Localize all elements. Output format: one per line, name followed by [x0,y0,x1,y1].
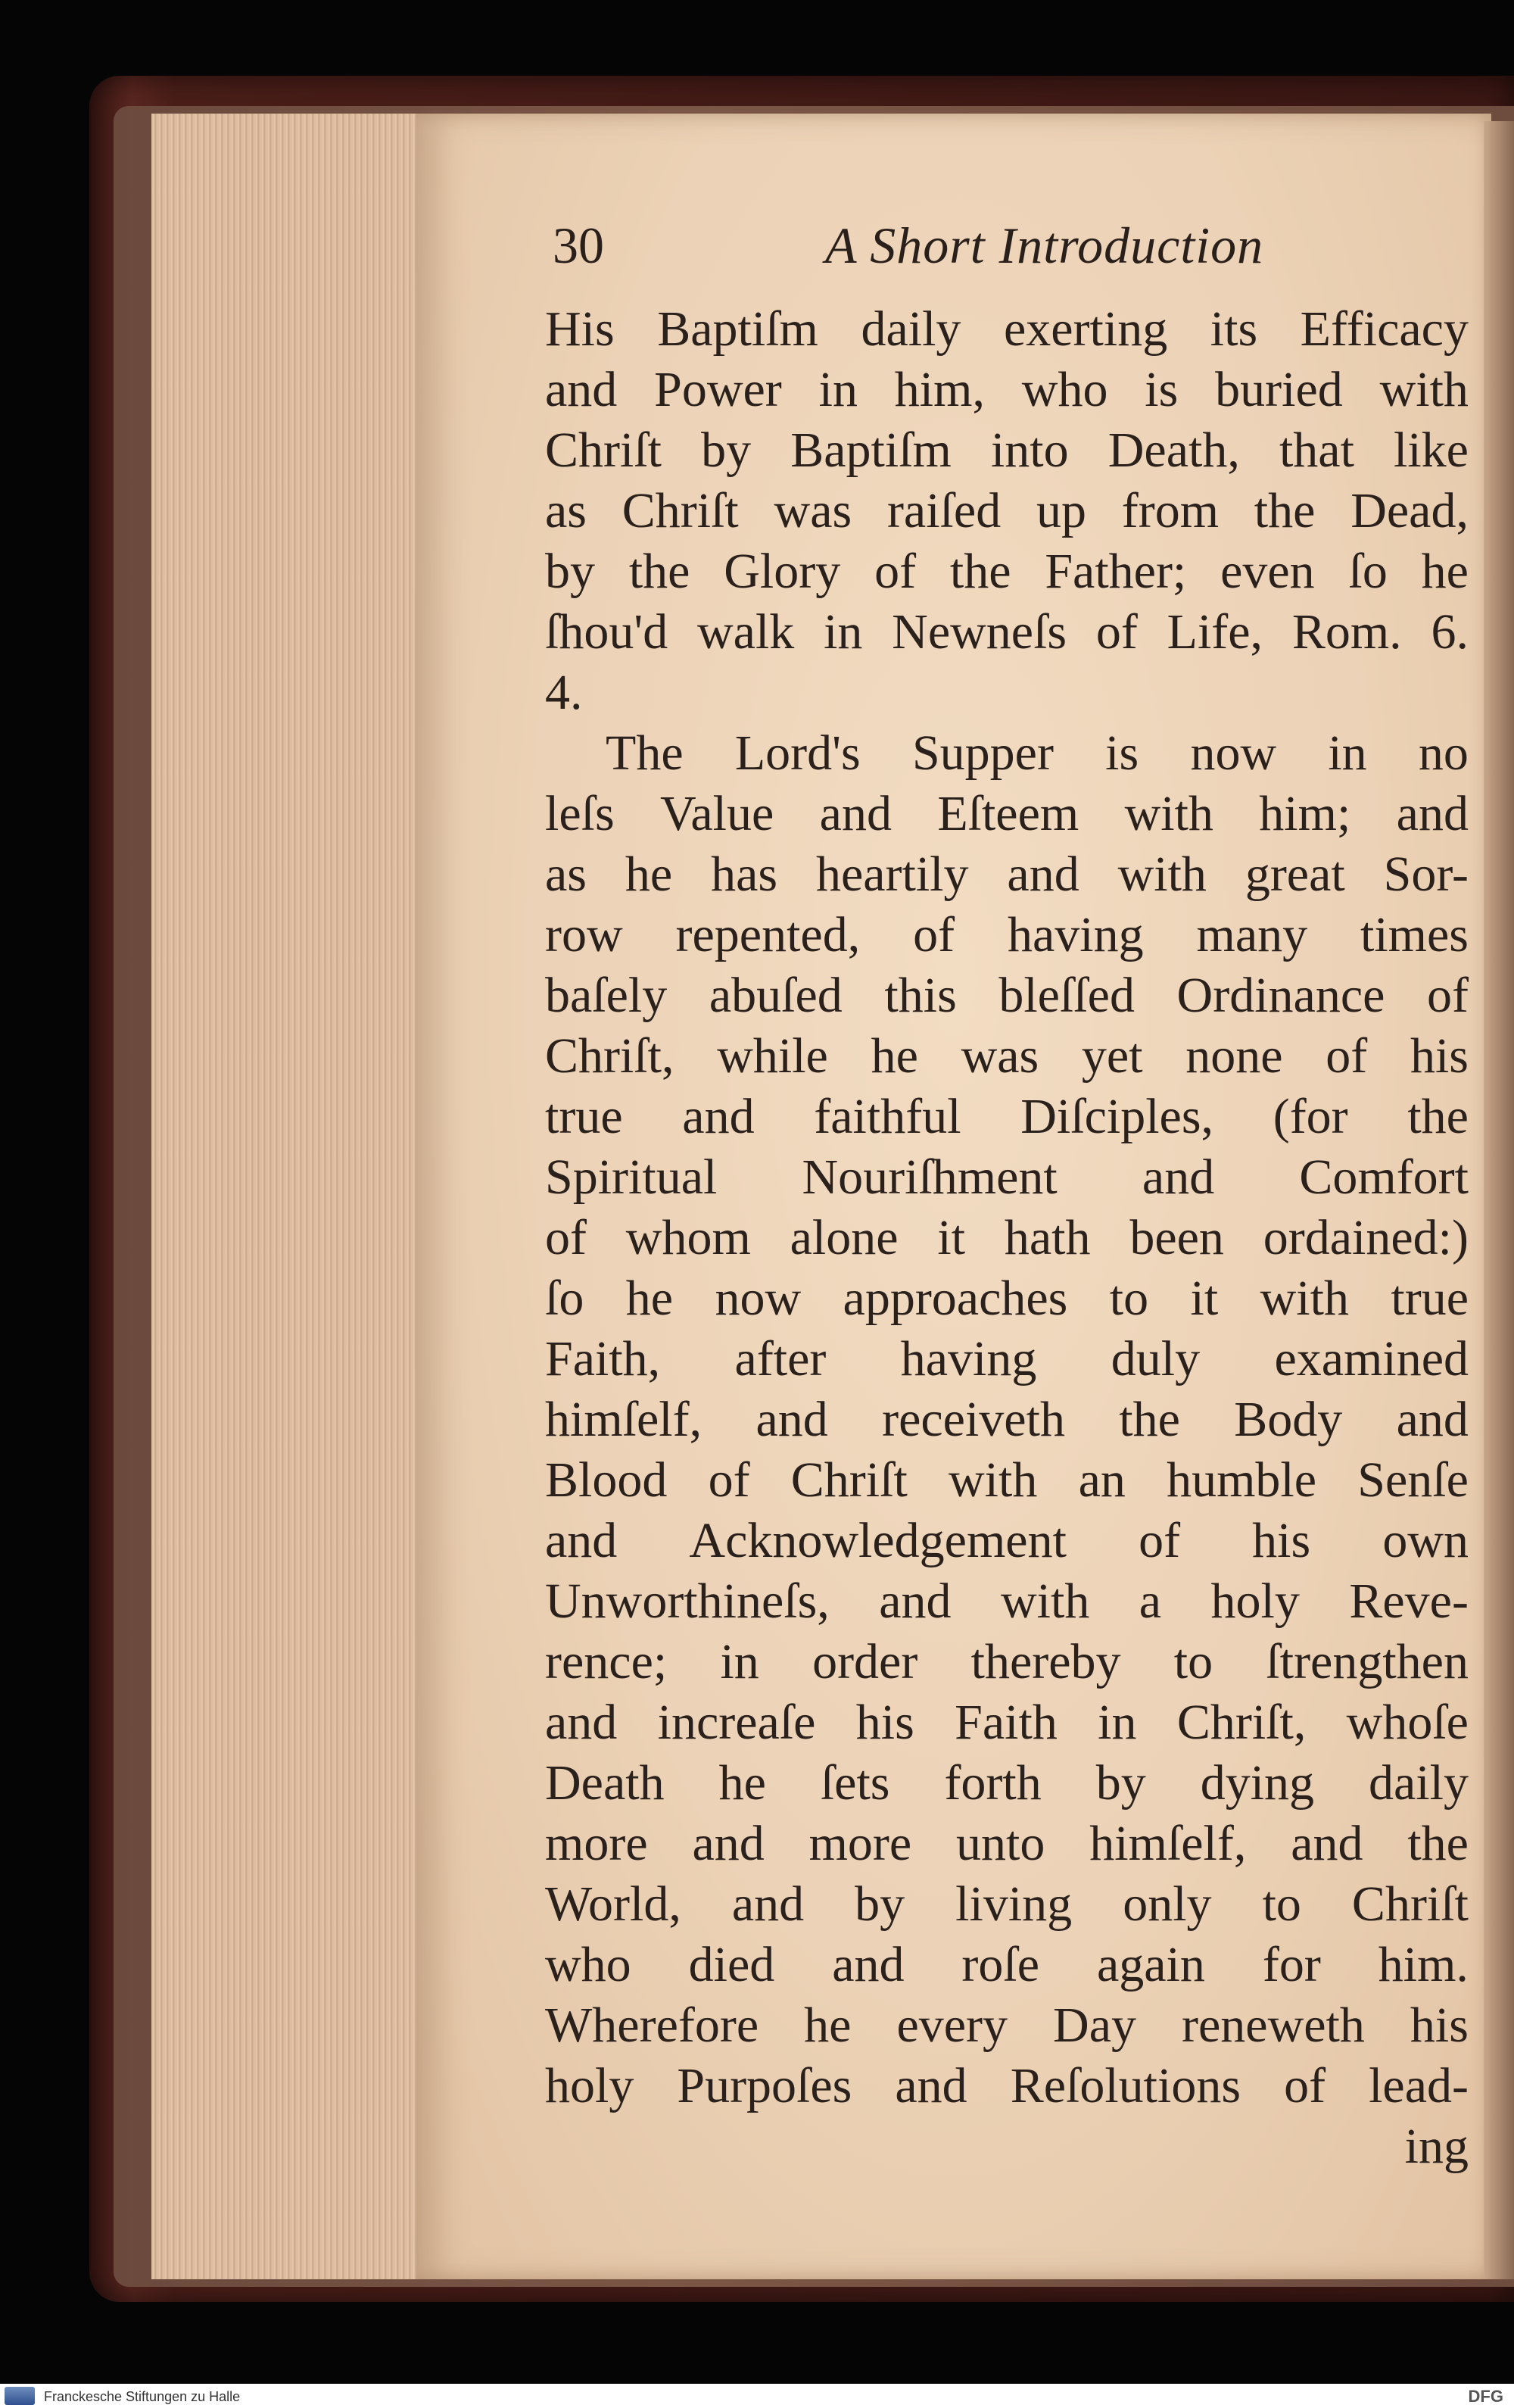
page-edges [151,114,433,2279]
running-title: A Short Introduction [825,217,1264,274]
text-line: baſely abuſed this bleſſed Ordinance of [545,968,1469,1023]
text-line: row repented, of having many times [545,907,1469,962]
text-line: Blood of Chriſt with an humble Senſe [545,1452,1469,1508]
text-line: and increaſe his Faith in Chriſt, whoſe [545,1695,1469,1750]
catchword: ing [1404,2119,1469,2174]
viewer-footer [0,2384,1514,2408]
text-line: as he has heartily and with great Sor- [545,847,1469,902]
text-line: rence; in order thereby to ſtrengthen [545,1634,1469,1689]
text-line: leſs Value and Eſteem with him; and [545,786,1469,841]
page-right-edge [1484,121,1514,2279]
text-line: as Chriſt was raiſed up from the Dead, [545,483,1469,538]
text-line: The Lord's Supper is now in no [606,725,1469,781]
text-line: Chriſt, while he was yet none of his [545,1028,1469,1084]
text-line: and Acknowledgement of his own [545,1513,1469,1568]
dfg-logo: DFG [1468,2387,1503,2406]
text-line: more and more unto himſelf, and the [545,1816,1469,1871]
page-header [553,216,1355,284]
text-line: Faith, after having duly examined [545,1331,1469,1386]
text-line: himſelf, and receiveth the Body and [545,1392,1469,1447]
text-line: holy Purpoſes and Reſolutions of lead- [545,2058,1469,2113]
text-line: Unworthineſs, and with a holy Reve- [545,1574,1469,1629]
text-line: Death he ſets forth by dying daily [545,1755,1469,1811]
institution-logo-icon [5,2387,35,2405]
text-line: ſhou'd walk in Newneſs of Life, Rom. 6. [545,604,1469,660]
text-line: ſo he now approaches to it with true [545,1271,1469,1326]
text-line: who died and roſe again for him. [545,1937,1469,1992]
institution-name: Franckesche Stiftungen zu Halle [44,2389,241,2404]
text-line: His Baptiſm daily exerting its Efficacy [545,301,1469,357]
text-line: Wherefore he every Day reneweth his [545,1998,1469,2053]
page-number: 30 [553,217,604,274]
text-line: and Power in him, who is buried with [545,362,1469,417]
page-text [545,299,1469,2177]
text-line: by the Glory of the Father; even ſo he [545,544,1469,599]
text-line: World, and by living only to Chriſt [545,1876,1469,1932]
text-line: 4. [545,665,583,720]
text-line: Spiritual Nouriſhment and Comfort [545,1149,1469,1205]
text-line: of whom alone it hath been ordained:) [545,1210,1469,1265]
text-line: Chriſt by Baptiſm into Death, that like [545,423,1469,478]
text-line: true and faithful Diſciples, (for the [545,1089,1469,1144]
